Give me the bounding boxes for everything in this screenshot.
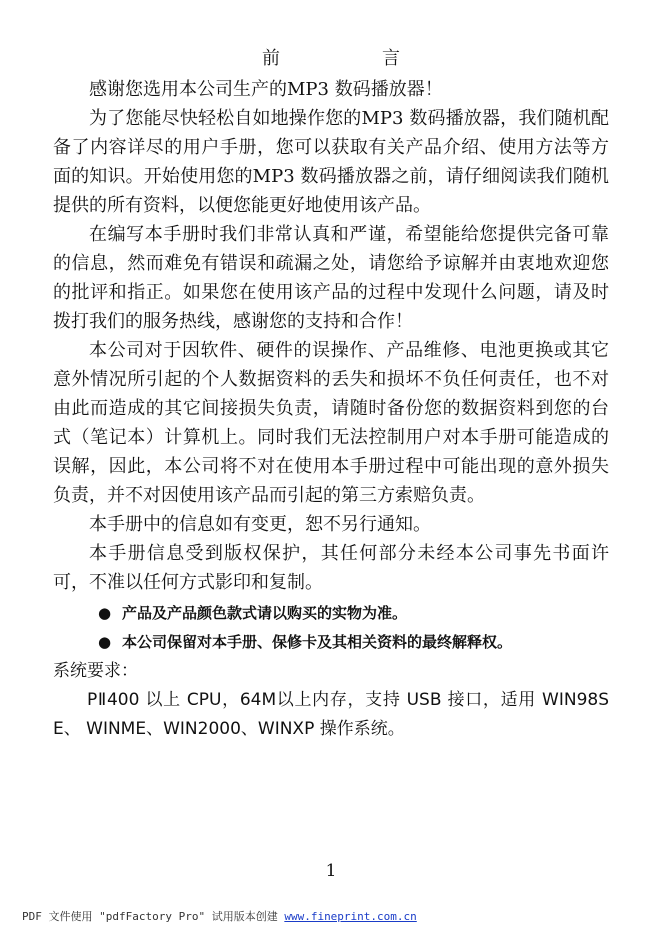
paragraph: 感谢您选用本公司生产的MP3 数码播放器！: [89, 79, 443, 100]
paragraph: 为了您能尽快轻松自如地操作您的MP3 数码播放器，我们随机配备了内容详尽的用户手册，您可以获取有关产品介绍、使用方法等方面的知识。开始使用您的MP3 数码播放器之前，请仔细阅读我们随机提供的所有资料，以便您能更好地使用该产品。: [53, 108, 609, 216]
page-number: 1: [325, 861, 337, 881]
list-item: [53, 599, 609, 628]
page-title: 前 言: [262, 48, 442, 69]
list-item: [53, 628, 609, 657]
document-body: [53, 75, 609, 744]
paragraph: 在编写本手册时我们非常认真和严谨，希望能给您提供完备可靠的信息，然而难免有错误和疏漏之处，请您给予谅解并由衷地欢迎您的批评和指正。如果您在使用该产品的过程中发现什么问题，请及时拨打我们的服务热线，感谢您的支持和合作！: [53, 224, 609, 332]
footer-link[interactable]: www.fineprint.com.cn: [284, 910, 417, 923]
list-item-text: 产品及产品颜色款式请以购买的实物为准。: [122, 604, 408, 622]
bullet-icon: ●: [98, 604, 112, 622]
paragraph: 本手册中的信息如有变更，恕不另行通知。: [89, 514, 431, 535]
bullet-icon: ●: [98, 633, 112, 651]
pdf-footer: [22, 908, 417, 924]
list-item-text: 本公司保留对本手册、保修卡及其相关资料的最终解释权。: [122, 633, 513, 651]
notice-list: [53, 599, 609, 657]
paragraph: 本手册信息受到版权保护，其任何部分未经本公司事先书面许可，不准以任何方式影印和复制。: [53, 543, 609, 593]
paragraph: 本公司对于因软件、硬件的误操作、产品维修、电池更换或其它意外情况所引起的个人数据资料的丢失和损坏不负任何责任，也不对由此而造成的其它间接损失负责，请随时备份您的数据资料到您的台式（笔记本）计算机上。同时我们无法控制用户对本手册可能造成的误解，因此，本公司将不对在使用本手册过程中可能出现的意外损失负责，并不对因使用该产品而引起的第三方索赔负责。: [53, 340, 609, 506]
system-requirements-heading: 系统要求：: [53, 661, 138, 681]
system-requirements-text: PⅡ400 以上 CPU，64M以上内存，支持 USB 接口，适用 WIN98SE、 WINME、WIN2000、WINXP 操作系统。: [53, 690, 609, 739]
footer-text: PDF 文件使用 "pdfFactory Pro" 试用版本创建: [22, 910, 285, 923]
